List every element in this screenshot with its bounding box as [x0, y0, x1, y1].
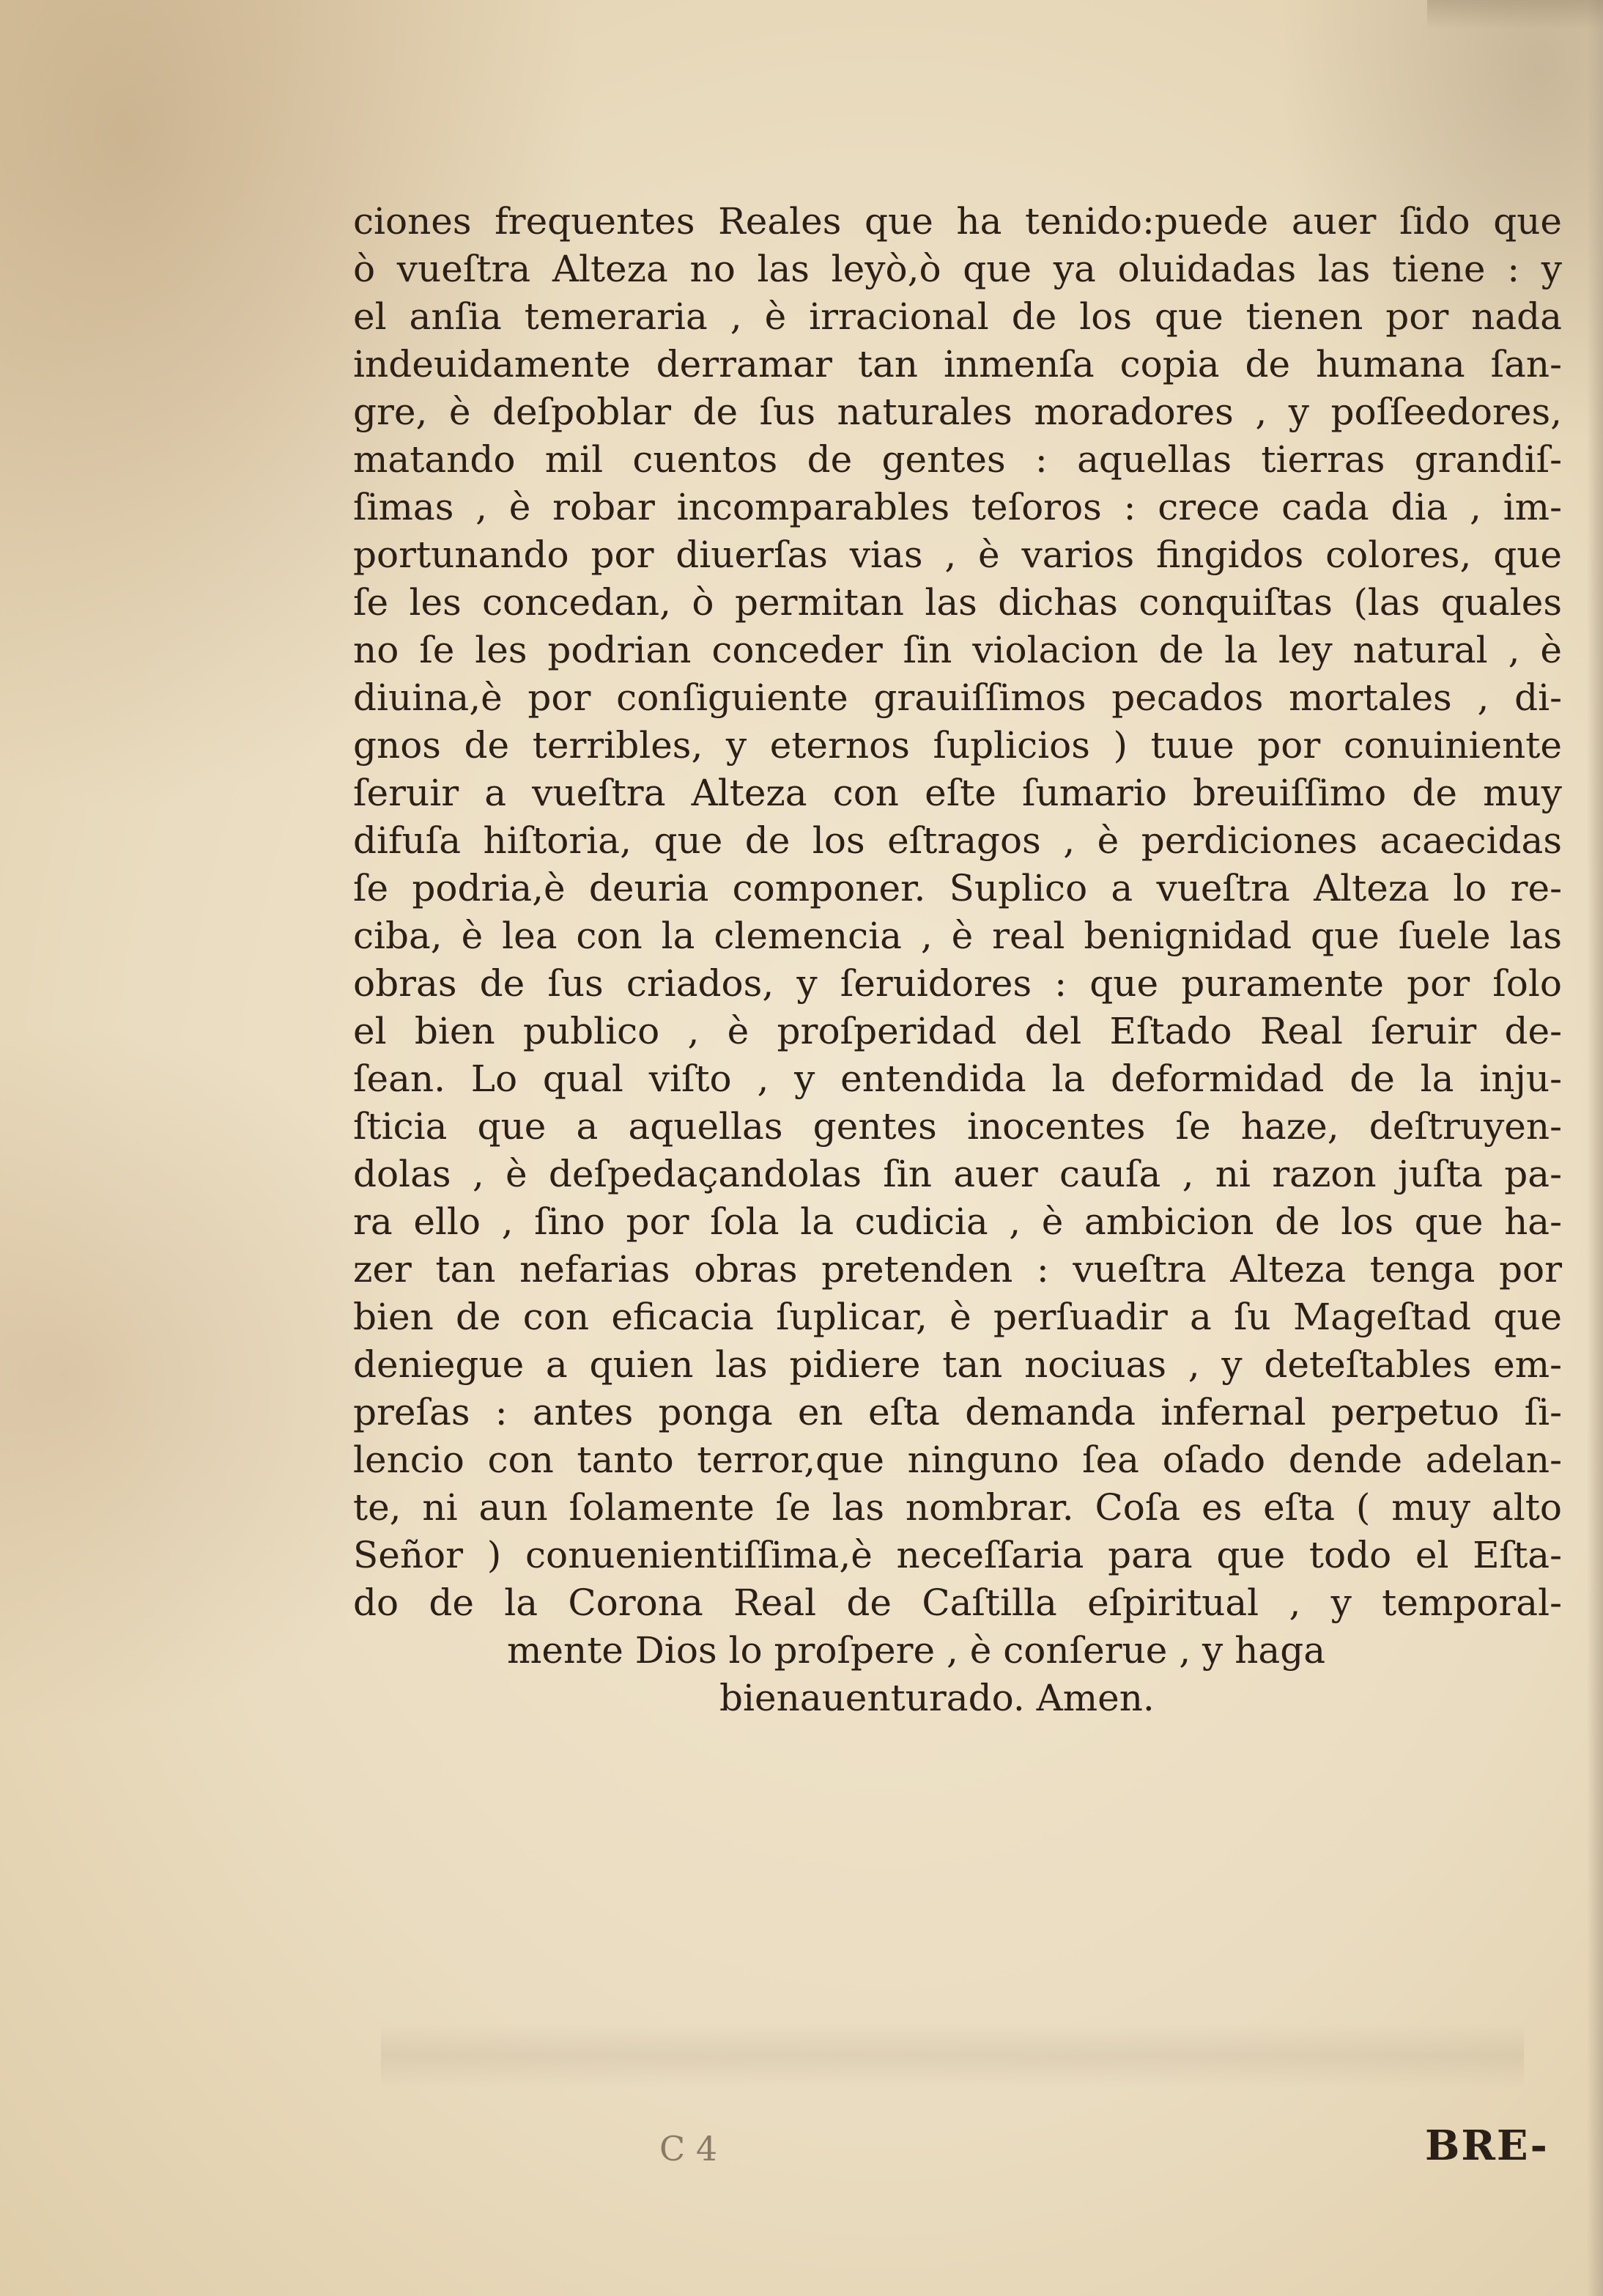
- text-line: difuſa hiſtoria, que de los eſtragos , è perdiciones acaecidas: [353, 819, 1562, 862]
- text-line: diuina,è por conſiguiente grauiſſimos pecados mortales , di-: [353, 676, 1562, 719]
- body-text: [353, 198, 1562, 1722]
- text-line: lencio con tanto terror,que ninguno ſea oſado dende adelan-: [353, 1439, 1562, 1481]
- text-line: ciones frequentes Reales que ha tenido:puede auer ſido que: [353, 200, 1562, 243]
- text-line: el bien publico , è proſperidad del Eſtado Real ſeruir de-: [353, 1010, 1562, 1052]
- closing-line-amen: bienauenturado. Amen.: [719, 1677, 1155, 1719]
- page-corner-stain: [1427, 0, 1603, 29]
- signature-mark: C 4: [659, 2129, 718, 2168]
- text-line: matando mil cuentos de gentes : aquellas tierras grandiſ-: [353, 438, 1562, 481]
- text-line: indeuidamente derramar tan inmenſa copia de humana ſan-: [353, 343, 1562, 385]
- text-line: preſas : antes ponga en eſta demanda infernal perpetuo ſi-: [353, 1391, 1562, 1433]
- text-line: ciba, è lea con la clemencia , è real benignidad que ſuele las: [353, 915, 1562, 957]
- text-line: portunando por diuerſas vias , è varios fingidos colores, que: [353, 534, 1562, 576]
- text-line: ra ello , ſino por ſola la cudicia , è ambicion de los que ha-: [353, 1200, 1562, 1243]
- text-line: dolas , è deſpedaçandolas ſin auer cauſa , ni razon juſta pa-: [353, 1153, 1562, 1195]
- text-line: obras de ſus criados, y ſeruidores : que puramente por ſolo: [353, 962, 1562, 1005]
- text-line: ſe les concedan, ò permitan las dichas conquiſtas (las quales: [353, 581, 1562, 624]
- text-line: ſticia que a aquellas gentes inocentes ſe haze, deſtruyen-: [353, 1105, 1562, 1148]
- text-line: do de la Corona Real de Caſtilla eſpiritual , y temporal-: [353, 1581, 1562, 1624]
- text-line: ſe podria,è deuria componer. Suplico a vueſtra Alteza lo re-: [353, 867, 1562, 909]
- text-line: ſeruir a vueſtra Alteza con eſte ſumario breuiſſimo de muy: [353, 772, 1562, 814]
- text-line: te, ni aun ſolamente ſe las nombrar. Coſa es eſta ( muy alto: [353, 1486, 1562, 1529]
- text-line: ò vueſtra Alteza no las leyò,ò que ya oluidadas las tiene : y: [353, 248, 1562, 290]
- text-line: Señor ) conuenientiſſima,è neceſſaria para que todo el Eſta-: [353, 1534, 1562, 1576]
- show-through-bleed: [381, 2023, 1524, 2089]
- text-line: el anſia temeraria , è irracional de los que tienen por nada: [353, 295, 1562, 338]
- text-line: bien de con eficacia ſuplicar, è perſuadir a ſu Mageſtad que: [353, 1296, 1562, 1338]
- text-line: no ſe les podrian conceder ſin violacion de la ley natural , è: [353, 629, 1562, 671]
- text-line: gre, è deſpoblar de ſus naturales moradores , y poſſeedores,: [353, 391, 1562, 433]
- text-line: ſimas , è robar incomparables teſoros : crece cada dia , im-: [353, 486, 1562, 528]
- text-line: gnos de terribles, y eternos ſuplicios ) tuue por conuiniente: [353, 724, 1562, 767]
- text-line: deniegue a quien las pidiere tan nociuas , y deteſtables em-: [353, 1343, 1562, 1386]
- page-edge-shadow: [1587, 0, 1603, 2296]
- text-line: zer tan nefarias obras pretenden : vueſtra Alteza tenga por: [353, 1248, 1562, 1291]
- closing-line: mente Dios lo proſpere , è conſerue , y haga: [507, 1629, 1326, 1672]
- text-line: ſean. Lo qual viſto , y entendida la deformidad de la inju-: [353, 1057, 1562, 1100]
- catchword: BRE-: [1425, 2122, 1549, 2170]
